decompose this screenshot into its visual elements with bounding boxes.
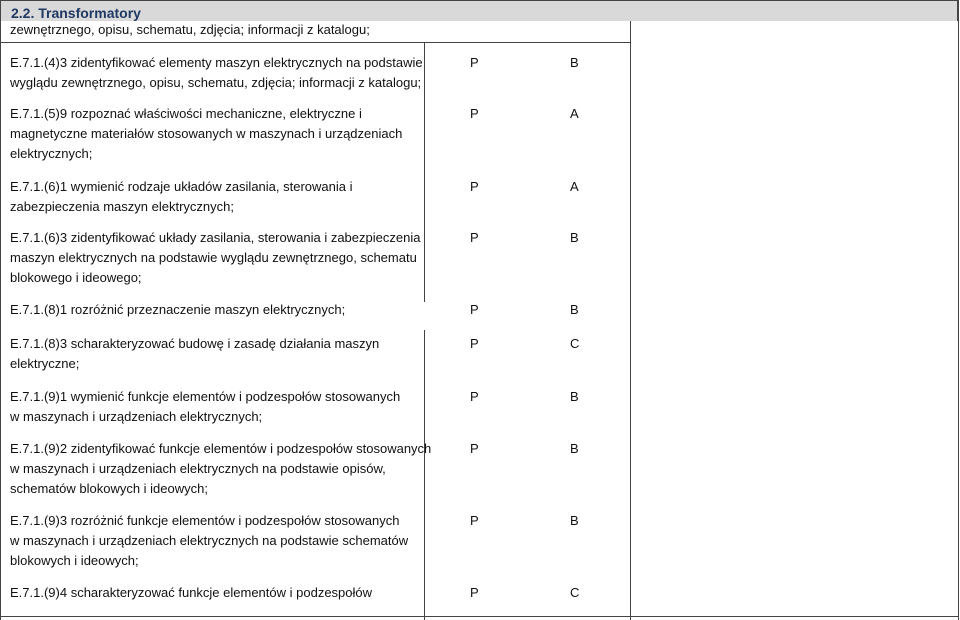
table-left-border: [0, 0, 1, 620]
level-cell: B: [570, 441, 579, 456]
table-row-text: E.7.1.(6)1 wymienić rodzaje układów zasilania, sterowania i zabezpieczenia maszyn elektrycznych;: [10, 179, 353, 214]
row-separator-top: [0, 42, 630, 43]
section-title: 2.2. Transformatory: [11, 5, 141, 21]
top-continuation-text: zewnętrznego, opisu, schematu, zdjęcia; informacji z katalogu;: [10, 22, 370, 37]
table-row-text: E.7.1.(9)3 rozróżnić funkcje elementów i podzespołów stosowanych w maszynach i urządzeniach elektrycznych na podstawie schematów blokowych i ideowych;: [10, 513, 409, 568]
priority-cell: P: [470, 441, 479, 456]
level-cell: C: [570, 336, 580, 351]
level-cell: B: [570, 230, 579, 245]
priority-cell: P: [470, 55, 479, 70]
level-cell: B: [570, 513, 579, 528]
table-row-text: E.7.1.(4)3 zidentyfikować elementy maszyn elektrycznych na podstawie wyglądu zewnętrznego, opisu, schematu, zdjęcia; informacji z katalogu;: [10, 55, 423, 90]
table-row-text: E.7.1.(6)3 zidentyfikować układy zasilania, sterowania i zabezpieczenia maszyn elektrycznych na podstawie wyglądu zewnętrznego, schematu blokowego i ideowego;: [10, 230, 421, 285]
level-cell: B: [570, 389, 579, 404]
table-row-text: E.7.1.(8)1 rozróżnić przeznaczenie maszyn elektrycznych;: [10, 302, 346, 317]
level-cell: A: [570, 179, 579, 194]
row-separator-bottom: [0, 616, 959, 617]
column-divider-2: [630, 21, 631, 620]
priority-cell: P: [470, 585, 479, 600]
level-cell: B: [570, 302, 579, 317]
table-right-border: [958, 0, 959, 620]
priority-cell: P: [470, 336, 479, 351]
priority-cell: P: [470, 230, 479, 245]
table-row-text: E.7.1.(9)2 zidentyfikować funkcje elementów i podzespołów stosowanych w maszynach i urządzeniach elektrycznych na podstawie opisów, schematów blokowych i ideowych;: [10, 441, 432, 496]
priority-cell: P: [470, 389, 479, 404]
table-row-text: E.7.1.(9)4 scharakteryzować funkcje elementów i podzespołów: [10, 585, 373, 600]
table-row-text: E.7.1.(8)3 scharakteryzować budowę i zasadę działania maszyn elektryczne;: [10, 336, 380, 371]
priority-cell: P: [470, 106, 479, 121]
priority-cell: P: [470, 179, 479, 194]
level-cell: C: [570, 585, 580, 600]
priority-cell: P: [470, 302, 479, 317]
section-header: [0, 0, 958, 21]
table-row-text: E.7.1.(9)1 wymienić funkcje elementów i podzespołów stosowanych w maszynach i urządzeniach elektrycznych;: [10, 389, 401, 424]
level-cell: A: [570, 106, 579, 121]
table-row-text: E.7.1.(5)9 rozpoznać właściwości mechaniczne, elektryczne i magnetyczne materiałów stosowanych w maszynach i urządzeniach elektrycznych;: [10, 106, 403, 161]
priority-cell: P: [470, 513, 479, 528]
level-cell: B: [570, 55, 579, 70]
column-divider-1: [424, 42, 425, 302]
